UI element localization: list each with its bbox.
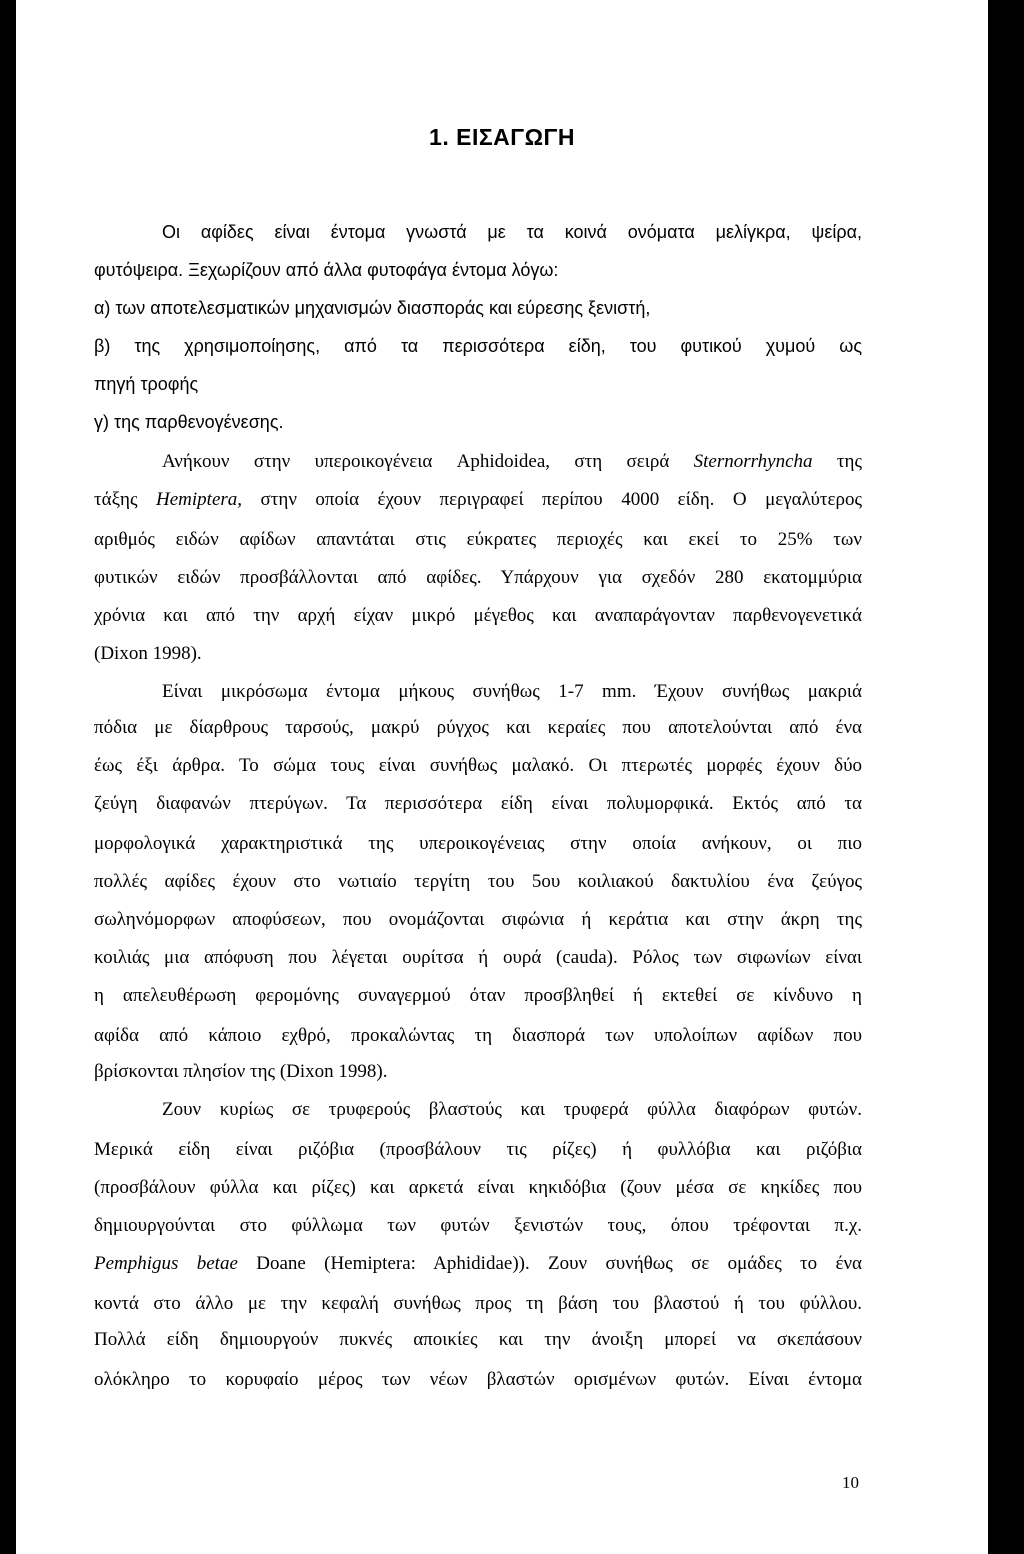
text-line: ζεύγη διαφανών πτερύγων. Τα περισσότερα είδη είναι πολυμορφικά. Εκτός από τα bbox=[94, 793, 862, 814]
text-line: μορφολογικά χαρακτηριστικά της υπεροικογένειας στην οποία ανήκουν, οι πιο bbox=[94, 833, 862, 854]
text-line: έως έξι άρθρα. Το σώμα τους είναι συνήθως μαλακό. Οι πτερωτές μορφές έχουν δύο bbox=[94, 755, 862, 776]
text-line: η απελευθέρωση φερομόνης συναγερμού όταν προσβληθεί ή εκτεθεί σε κίνδυνο η bbox=[94, 985, 862, 1006]
page-number: 10 bbox=[842, 1473, 859, 1492]
section-title: 1. ΕΙΣΑΓΩΓΗ bbox=[429, 124, 575, 150]
text-line: φυτικών ειδών προσβάλλονται από αφίδες. Υπάρχουν για σχεδόν 280 εκατομμύρια bbox=[94, 567, 862, 588]
text-line: κοιλιάς μια απόφυση που λέγεται ουρίτσα ή ουρά (cauda). Ρόλος των σιφωνίων είναι bbox=[94, 947, 862, 968]
text-line: αφίδα από κάποιο εχθρό, προκαλώντας τη διασπορά των υπολοίπων αφίδων που bbox=[94, 1025, 862, 1046]
text-line: (Dixon 1998). bbox=[94, 643, 202, 664]
text-line: δημιουργούνται στο φύλλωμα των φυτών ξενιστών τους, όπου τρέφονται π.χ. bbox=[94, 1215, 862, 1236]
text-line: Μερικά είδη είναι ριζόβια (προσβάλουν τις ρίζες) ή φυλλόβια και ριζόβια bbox=[94, 1139, 862, 1160]
text-line: Οι αφίδες είναι έντομα γνωστά με τα κοινά ονόματα μελίγκρα, ψείρα, bbox=[162, 222, 862, 242]
text-line: πηγή τροφής bbox=[94, 374, 199, 394]
text-line: Πολλά είδη δημιουργούν πυκνές αποικίες και την άνοιξη μπορεί να σκεπάσουν bbox=[94, 1329, 862, 1350]
text-line: κοντά στο άλλο με την κεφαλή συνήθως προς τη βάση του βλαστού ή του φύλλου. bbox=[94, 1293, 862, 1314]
text-line: αριθμός ειδών αφίδων απαντάται στις εύκρατες περιοχές και εκεί το 25% των bbox=[94, 529, 862, 550]
text-line: σωληνόμορφων αποφύσεων, που ονομάζονται σιφώνια ή κεράτια και στην άκρη της bbox=[94, 909, 862, 930]
text-line: χρόνια και από την αρχή είχαν μικρό μέγεθος και αναπαράγονταν παρθενογενετικά bbox=[94, 605, 862, 626]
text-line: α) των αποτελεσματικών μηχανισμών διασποράς και εύρεσης ξενιστή, bbox=[94, 298, 651, 318]
text-line: τάξης Hemiptera, στην οποία έχουν περιγραφεί περίπου 4000 είδη. Ο μεγαλύτερος bbox=[94, 489, 862, 510]
text-line: Ζουν κυρίως σε τρυφερούς βλαστούς και τρυφερά φύλλα διαφόρων φυτών. bbox=[162, 1099, 862, 1120]
text-line: β) της χρησιμοποίησης, από τα περισσότερα είδη, του φυτικού χυμού ως bbox=[94, 336, 862, 356]
text-line: γ) της παρθενογένεσης. bbox=[94, 412, 284, 432]
text-line: βρίσκονται πλησίον της (Dixon 1998). bbox=[94, 1061, 388, 1082]
text-line: Pemphigus betae Doane (Hemiptera: Aphididae)). Ζουν συνήθως σε ομάδες το ένα bbox=[94, 1253, 863, 1274]
text-line: πολλές αφίδες έχουν στο νωτιαίο τεργίτη του 5ου κοιλιακού δακτυλίου ένα ζεύγος bbox=[94, 871, 862, 892]
text-line: ολόκληρο το κορυφαίο μέρος των νέων βλαστών ορισμένων φυτών. Είναι έντομα bbox=[94, 1369, 862, 1390]
text-line: Ανήκουν στην υπεροικογένεια Aphidoidea, στη σειρά Sternorrhyncha της bbox=[162, 451, 862, 472]
text-line: (προσβάλουν φύλλα και ρίζες) και αρκετά είναι κηκιδόβια (ζουν μέσα σε κηκίδες που bbox=[94, 1177, 862, 1198]
text-line: Είναι μικρόσωμα έντομα μήκους συνήθως 1-7 mm. Έχουν συνήθως μακριά bbox=[162, 681, 862, 702]
text-line: πόδια με δίαρθρους ταρσούς, μακρύ ρύγχος και κεραίες που αποτελούνται από ένα bbox=[94, 717, 862, 738]
text-line: φυτόψειρα. Ξεχωρίζουν από άλλα φυτοφάγα έντομα λόγω: bbox=[94, 260, 559, 280]
document-page bbox=[16, 0, 988, 1554]
